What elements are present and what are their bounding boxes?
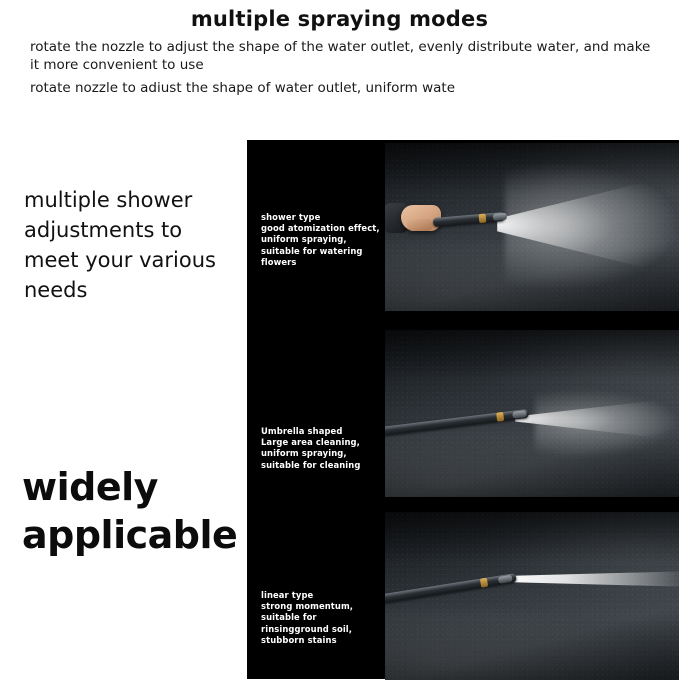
header-paragraph-secondary: rotate nozzle to adiust the shape of water outlet, uniform wate [30, 80, 456, 96]
nozzle-tip [498, 575, 513, 584]
panel-gap-1 [247, 315, 679, 322]
header-block [0, 0, 679, 140]
mode-title: linear type [261, 590, 314, 600]
headline-widely-applicable: widely applicable [22, 465, 238, 557]
mode-row-shower [247, 140, 679, 315]
mode-title: shower type [261, 212, 321, 222]
mode-body: good atomization effect, uniform spraying, suitable for watering flowers [261, 223, 380, 267]
left-text-column [0, 140, 247, 679]
mode-photo-linear [385, 512, 679, 680]
photo-bottom-shade [385, 616, 679, 680]
panel-gap-2 [247, 497, 679, 504]
mode-photo-shower [385, 143, 679, 311]
photo-top-shade [385, 330, 679, 380]
mode-caption-shower [261, 212, 381, 268]
mode-caption-linear [261, 590, 381, 646]
brass-ring [479, 214, 487, 224]
mode-title: Umbrella shaped [261, 426, 343, 436]
spray-modes-panel [247, 140, 679, 679]
mode-caption-umbrella [261, 426, 381, 471]
brass-ring [480, 578, 488, 588]
brass-ring [496, 412, 504, 422]
mode-photo-umbrella [385, 330, 679, 498]
photo-top-shade [385, 512, 679, 562]
nozzle-tip [512, 410, 527, 419]
nozzle-tip [493, 213, 508, 221]
mode-body: Large area cleaning, uniform spraying, suitable for cleaning [261, 437, 361, 470]
mode-body: strong momentum, suitable for rinsingground soil, stubborn stains [261, 601, 354, 645]
spray-mist [535, 388, 679, 458]
page-title: multiple spraying modes [190, 7, 489, 31]
mode-row-linear [247, 504, 679, 679]
spray-mist [505, 161, 679, 291]
mode-row-umbrella [247, 322, 679, 497]
header-paragraph: rotate the nozzle to adjust the shape of the water outlet, evenly distribute water, and make it more convenient to use [30, 39, 651, 73]
headline-multiple-shower: multiple shower adjustments to meet your various needs [24, 188, 216, 302]
